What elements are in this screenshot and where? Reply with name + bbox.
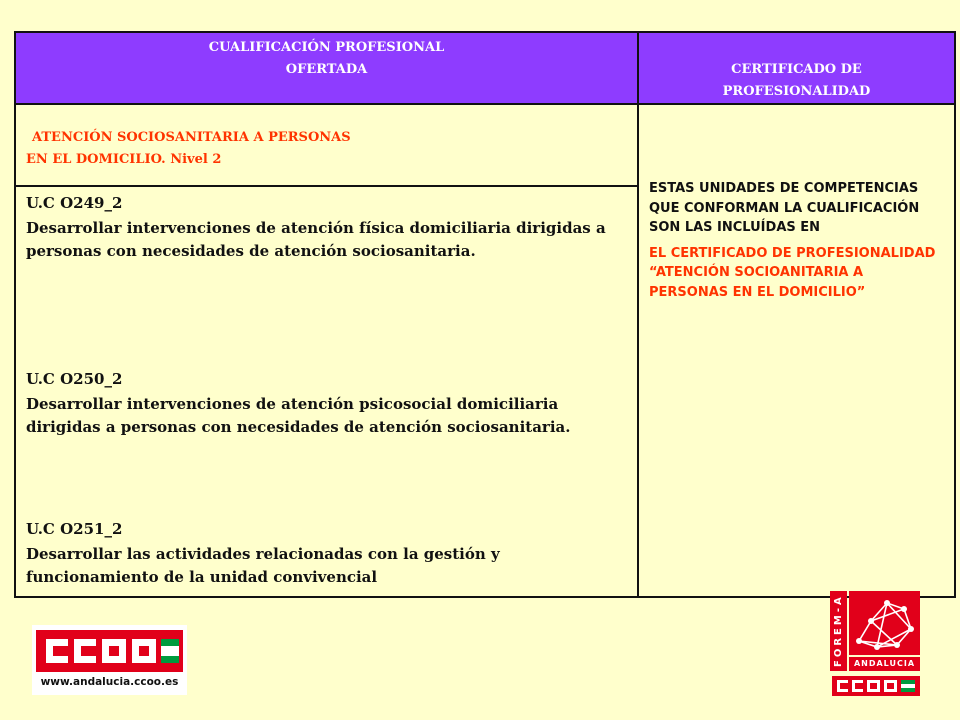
ccoo-small-logo: [832, 676, 920, 696]
qualification-title-cell: [16, 105, 639, 187]
header-right-line2: PROFESIONALIDAD: [722, 84, 871, 99]
qualification-line1: ATENCIÓN SOCIOSANITARIA A PERSONAS: [32, 130, 351, 145]
header-left-line1: CUALIFICACIÓN PROFESIONAL: [208, 40, 445, 55]
certificate-name-text: EL CERTIFICADO DE PROFESIONALIDAD “ATENCIÓN SOCIOANITARIA A PERSONAS EN EL DOMICILIO”: [649, 245, 936, 300]
unit-item: [26, 367, 627, 439]
unit-item: [26, 517, 627, 589]
unit-code: U.C O250_2: [26, 370, 123, 388]
unit-code: U.C O249_2: [26, 194, 123, 212]
header-certificado: [639, 33, 954, 105]
forema-network-icon: [849, 591, 920, 655]
header-cualificacion: [16, 33, 639, 105]
header-right-line1: CERTIFICADO DE: [731, 62, 862, 77]
ccoo-logo-mark: [32, 625, 187, 675]
unit-description: Desarrollar intervenciones de atención física domiciliaria dirigidas a personas con necesidades de atención sociosanitaria.: [26, 219, 606, 260]
unit-description: Desarrollar intervenciones de atención psicosocial domiciliaria dirigidas a personas con necesidades de atención sociosanitaria.: [26, 395, 571, 436]
qualification-table: [14, 31, 956, 598]
forema-logo: [830, 591, 920, 671]
forema-region-text: ANDALUCIA: [849, 657, 920, 671]
certificate-intro-text: ESTAS UNIDADES DE COMPETENCIAS QUE CONFORMAN LA CUALIFICACIÓN SON LAS INCLUÍDAS EN: [649, 181, 920, 235]
unit-code: U.C O251_2: [26, 520, 123, 538]
qualification-line2: EN EL DOMICILIO. Nivel 2: [26, 152, 222, 167]
competency-units-cell: [16, 187, 639, 596]
ccoo-url: www.andalucia.ccoo.es: [40, 676, 179, 688]
unit-item: [26, 191, 627, 263]
ccoo-logo: [32, 625, 187, 695]
certificate-cell: [639, 105, 954, 596]
header-left-line2: OFERTADA: [285, 62, 368, 77]
unit-description: Desarrollar las actividades relacionadas con la gestión y funcionamiento de la unidad convivencial: [26, 545, 500, 586]
forema-vertical-text: FOREM-A: [830, 591, 847, 671]
